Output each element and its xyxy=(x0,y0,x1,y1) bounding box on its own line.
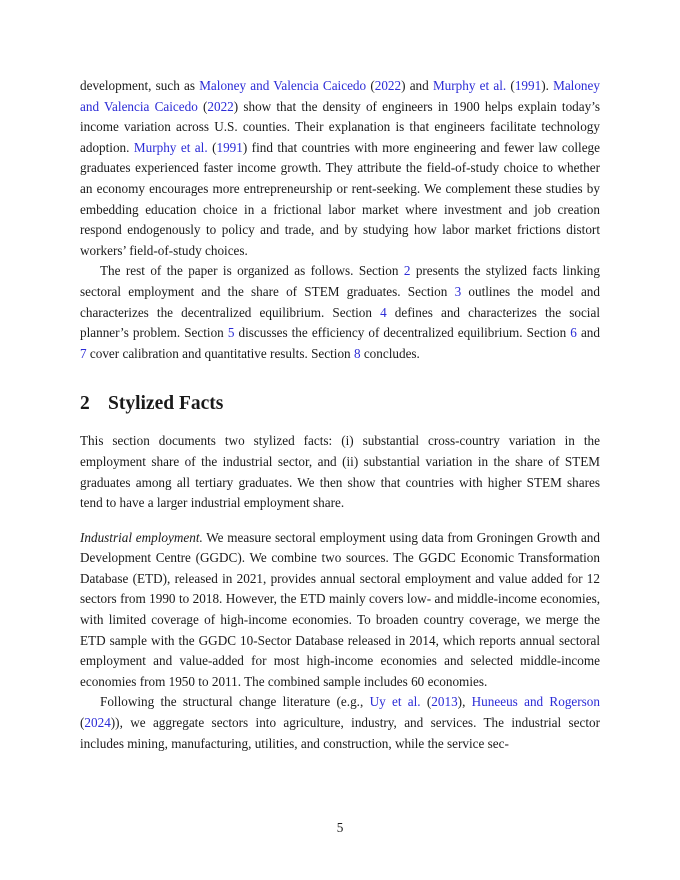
citation-link[interactable]: Murphy et al. xyxy=(133,139,208,155)
citation-link[interactable]: Huneeus and Rogerson xyxy=(471,694,600,710)
text-run: ( xyxy=(366,78,375,93)
text-run: concludes. xyxy=(360,345,420,361)
text-run: ) show that the density of engineers in 1900 helps explain today’s income variation across U.S. counties. Their explanation is that engineers facilitate technology adoption. xyxy=(80,98,600,155)
text-run: We measure sectoral employment using data from Groningen Growth and Development Centre (GGDC). We combine two sources. The GGDC Economic Transformation Database (ETD), released in 2021, provides annual sectoral employment and value added for 12 sectors from 1990 to 2018. However, the ETD mainly covers low- and middle-income economies, with limited coverage of high-income economies. To broaden country coverage, we merge the ETD sample with the GGDC 10-Sector Database released in 2014, which reports annual sectoral employment and value-added for most high-income economies and selected middle-income economies from 1950 to 2011. The combined sample includes 60 economies. xyxy=(80,529,600,689)
citation-year-link[interactable]: 2022 xyxy=(207,98,234,114)
text-run: ( xyxy=(420,694,432,710)
paper-page xyxy=(80,76,600,754)
section-link[interactable]: 7 xyxy=(80,345,87,361)
text-run: cover calibration and quantitative results. Section xyxy=(86,345,354,361)
text-run: ) and xyxy=(401,78,433,93)
paragraph-section-intro: This section documents two stylized facts: (i) substantial cross-country variation in the employment share of the industrial sector, and (ii) substantial variation in the share of STEM graduates among all tertiary graduates. We then show that countries with higher STEM shares tend to have a larger industrial employment share. xyxy=(80,433,600,511)
citation-year-link[interactable]: 1991 xyxy=(216,139,243,155)
section-title: Stylized Facts xyxy=(108,393,224,415)
text-run: Following the structural change literature (e.g., xyxy=(100,694,370,710)
paragraph-related-literature xyxy=(80,76,600,261)
section-link[interactable]: 5 xyxy=(227,325,235,341)
citation-link[interactable]: Maloney and Valencia Caicedo xyxy=(199,78,367,93)
text-run: ). xyxy=(541,78,554,93)
section-link[interactable]: 8 xyxy=(353,345,361,361)
text-run: ( xyxy=(207,139,217,155)
paragraph-paper-outline xyxy=(80,261,600,364)
citation-link[interactable]: Murphy et al. xyxy=(432,78,507,93)
text-run: ( xyxy=(80,715,85,731)
citation-link[interactable]: Uy et al. xyxy=(369,694,421,710)
text-run: discusses the efficiency of decentralized equilibrium. Section xyxy=(234,325,571,341)
text-run: ), xyxy=(457,694,472,710)
paragraph-industrial-employment xyxy=(80,528,600,693)
text-run: defines and characterizes the social planner’s problem. Section xyxy=(80,304,600,341)
citation-year-link[interactable]: 1991 xyxy=(514,78,542,93)
citation-year-link[interactable]: 2022 xyxy=(374,78,402,93)
text-run: ) find that countries with more engineering and fewer law college graduates experienced faster income growth. They attribute the field-of-study choice to whether an economy encourages more entrepreneurship or rent-seeking. We complement these studies by embedding education choice in a frictional labor market where investment and job creation respond endogenously to policy and trade, and by studying how labor market frictions distort workers’ field-of-study choices. xyxy=(80,139,600,258)
section-link[interactable]: 4 xyxy=(380,304,387,320)
text-run: ( xyxy=(506,78,515,93)
section-number: 2 xyxy=(80,393,90,415)
section-link[interactable]: 2 xyxy=(403,263,411,279)
text-run: development, such as xyxy=(80,78,200,93)
paragraph-structural-change xyxy=(80,692,600,754)
citation-year-link[interactable]: 2013 xyxy=(431,694,458,710)
citation-link[interactable]: Maloney and Valencia Caicedo xyxy=(80,78,600,114)
text-run: )), we aggregate sectors into agriculture, industry, and services. The industrial sector includes mining, manufacturing, utilities, and construction, while the service sec- xyxy=(80,715,600,751)
citation-year-link[interactable]: 2024 xyxy=(84,715,111,731)
page-number: 5 xyxy=(336,820,344,835)
section-link[interactable]: 3 xyxy=(454,283,462,299)
paragraph-runin-heading: Industrial employment. xyxy=(80,529,203,545)
text-run: ( xyxy=(197,98,208,114)
text-run: The rest of the paper is organized as follows. Section xyxy=(100,263,404,279)
text-run: and xyxy=(576,325,600,341)
text-run: outlines the model and characterizes the decentralized equilibrium. Section xyxy=(80,283,600,320)
text-run: presents the stylized facts linking sectoral employment and the share of STEM graduates. Section xyxy=(80,263,600,299)
section-link[interactable]: 6 xyxy=(570,325,577,341)
section-heading xyxy=(80,392,600,416)
